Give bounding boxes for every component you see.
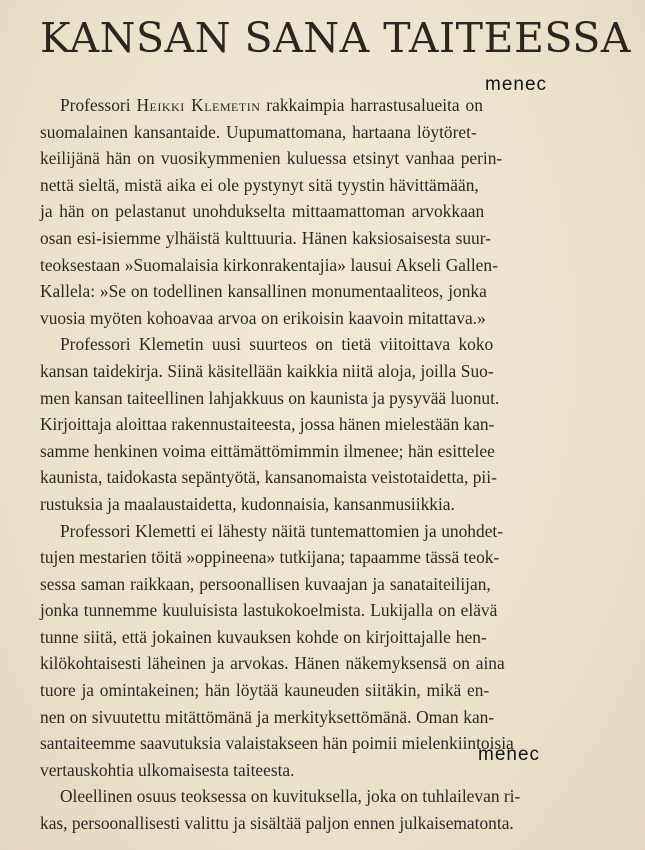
text-line: tunne siitä, että jokainen kuvauksen kohde on kirjoittajalle hen-: [40, 626, 487, 647]
text-line: vertauskohtia ulkomaisesta taiteesta.: [40, 759, 295, 780]
text-line: tujen mestarien töitä »oppineena» tutkijana; tapaamme tässä teok-: [40, 547, 500, 568]
text-line: kaunista, taidokasta sepäntyötä, kansanomaista veistotaidetta, pii-: [40, 467, 497, 488]
text-fragment: rakkaimpia harrastusalueita on: [260, 95, 483, 115]
text-line: nettä sieltä, mistä aika ei ole pystynyt sitä tyystin hävittämään,: [40, 174, 479, 195]
article-title: KANSAN SANA TAITEESSA: [40, 14, 631, 62]
text-line: nen on sivuutettu mitättömänä ja merkityksettömänä. Oman kan-: [40, 706, 495, 727]
text-line: kas, persoonallisesti valittu ja sisältää paljon ennen julkaisematonta.: [40, 813, 514, 834]
article-body: [40, 92, 607, 837]
text-line: osan esi-isiemme ylhäistä kulttuuria. Hänen kaksiosaisesta suur-: [40, 227, 491, 248]
text-line: suomalainen kansantaide. Uupumattomana, hartaana löytöret-: [40, 121, 477, 142]
text-line: men kansan taiteellinen lahjakkuus on kaunista ja pysyvää luonut.: [40, 387, 500, 408]
text-line: Kirjoittaja aloittaa rakennustaiteesta, jossa hänen mielestään kan-: [40, 414, 495, 435]
text-line: ja hän on pelastanut unohdukselta mittaamattoman arvokkaan: [40, 201, 485, 222]
text-line: Professori Klemetin uusi suurteos on tietä viitoittava koko: [60, 334, 494, 355]
text-line: kansan taidekirja. Siinä käsitellään kaikkia niitä aloja, joilla Suo-: [40, 360, 494, 381]
watermark: menec: [478, 744, 541, 765]
text-line: vuosia myöten kohoavaa arvoa on erikoisin kaavoin mitattava.»: [40, 307, 486, 328]
text-line: keilijänä hän on vuosikymmenien kuluessa etsinyt vanhaa perin-: [40, 148, 503, 169]
text-line: kilökohtaisesti läheinen ja arvokas. Hänen näkemyksensä on aina: [40, 653, 505, 674]
text-line: [40, 92, 607, 119]
text-line: jonka tunnemme kuuluisista lastukokoelmista. Lukijalla on elävä: [40, 600, 498, 621]
text-line: sessa saman raikkaan, persoonallisen kuvaajan ja sanataiteilijan,: [40, 573, 491, 594]
text-line: samme henkinen voima eittämättömimmin ilmenee; hän esittelee: [40, 440, 495, 461]
text-fragment: Professori: [60, 95, 137, 115]
watermark: menec: [485, 74, 548, 95]
author-name: Heikki Klemetin: [136, 95, 261, 115]
text-line: Oleellinen osuus teoksessa on kuvituksella, joka on tuhlailevan ri-: [60, 786, 521, 807]
text-line: Professori Klemetti ei lähesty näitä tuntemattomien ja unohdet-: [60, 520, 504, 541]
text-line: santaiteemme saavutuksia valaistakseen hän poimii mielenkiintoisia: [40, 733, 514, 754]
text-line: tuore ja omintakeinen; hän löytää kauneuden siitäkin, mikä en-: [40, 680, 490, 701]
text-line: rustuksia ja maalaustaidetta, kudonnaisia, kansanmusiikkia.: [40, 493, 455, 514]
text-line: Kallela: »Se on todellinen kansallinen monumentaaliteos, jonka: [40, 281, 487, 302]
text-line: teoksestaan »Suomalaisia kirkonrakentajia» lausui Akseli Gallen-: [40, 254, 498, 275]
